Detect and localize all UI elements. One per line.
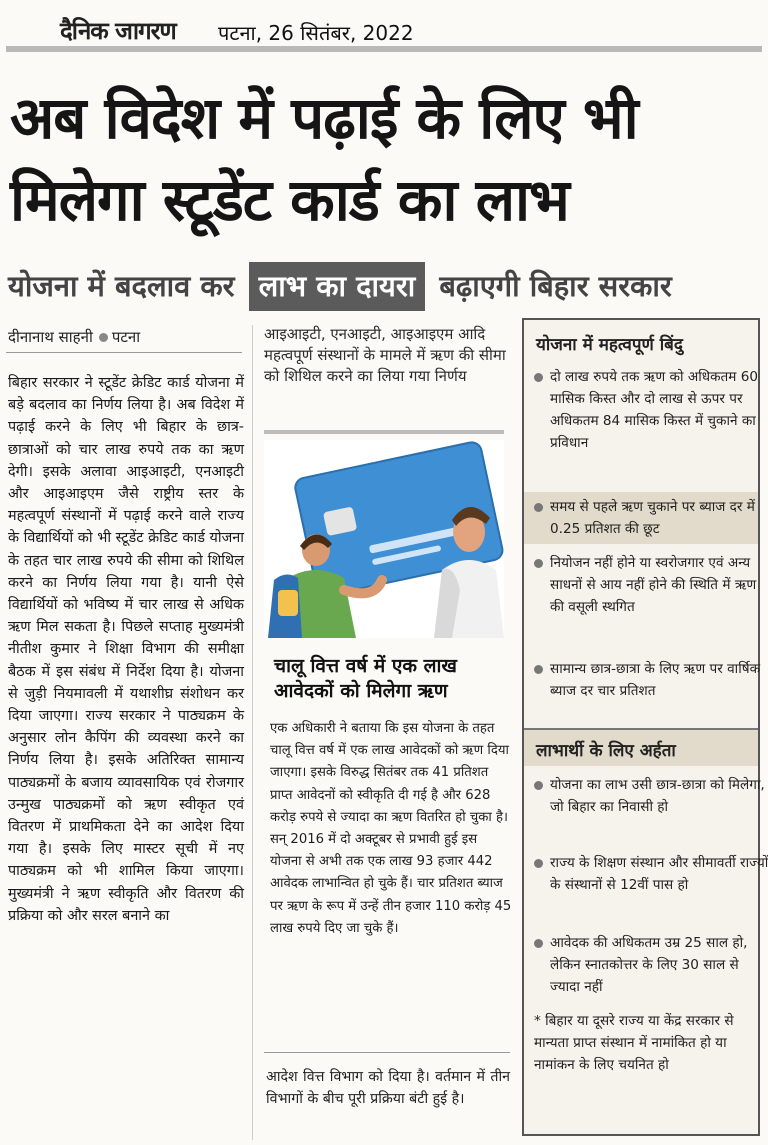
- sidebar-point-text: समय से पहले ऋण चुकाने पर ब्याज दर में 0.25 प्रतिशत की छूट: [550, 499, 755, 537]
- sidebar-point-text: सामान्य छात्र-छात्रा के लिए ऋण पर वार्षिक ब्याज दर चार प्रतिशत: [550, 661, 761, 699]
- middle-section-body: एक अधिकारी ने बताया कि इस योजना के तहत चालू वित्त वर्ष में एक लाख आवेदकों को ऋण दिया जाएगा। इसके विरुद्ध सितंबर तक 41 प्रतिशत प्राप्त आवेदनों को स्वीकृति दी गई है और 628 करोड़ रुपये से ज्यादा का ऋण वितरित हो चुका है। सन् 2016 में दो अक्टूबर से प्रभावी हुई इस योजना से अभी तक एक लाख 93 हजार 442 आवेदक लाभान्वित हो चुके हैं। चार प्रतिशत ब्याज पर ऋण के रूप में उन्हें तीन हजार 110 करोड़ 45 लाख रुपये दिए जा चुके हैं।: [270, 721, 512, 936]
- byline-divider: [6, 352, 242, 353]
- byline-author: दीनानाथ साहनी: [8, 328, 93, 346]
- bullet-icon: [534, 859, 543, 868]
- masthead-divider: [6, 46, 762, 52]
- byline-place: पटना: [111, 328, 141, 346]
- eligibility-text: राज्य के शिक्षण संस्थान और सीमावर्ती राज्यों के संस्थानों से 12वीं पास हो: [550, 855, 768, 893]
- bullet-icon: [534, 939, 543, 948]
- eligibility-text: योजना का लाभ उसी छात्र-छात्रा को मिलेगा, जो बिहार का निवासी हो: [550, 777, 765, 815]
- sidebar-point: [532, 552, 768, 618]
- sidebar-point-text: नियोजन नहीं होने या स्वरोजगार एवं अन्य साधनों से आय नहीं होने की स्थिति में ऋण की वसूली स्थगित: [550, 555, 757, 615]
- student-card-illustration: [264, 440, 504, 638]
- eligibility-item: [532, 852, 768, 896]
- middle-section-heading: चालू वित्त वर्ष में एक लाख आवेदकों को मिलेगा ऋण: [274, 655, 457, 702]
- bullet-icon: [534, 781, 543, 790]
- subheadline-highlight: लाभ का दायरा: [249, 262, 426, 311]
- bullet-icon: [534, 559, 543, 568]
- subheadline-part-1: योजना में बदलाव कर: [8, 269, 235, 303]
- bullet-icon: [534, 503, 543, 512]
- caption-divider: [264, 430, 504, 434]
- middle-divider: [264, 1052, 510, 1053]
- sidebar-box: [522, 318, 768, 1136]
- bullet-icon: [99, 333, 108, 342]
- newspaper-logo: दैनिक जागरण: [60, 16, 176, 45]
- intro-caption: आइआइटी, एनआइटी, आइआइएम आदि महत्वपूर्ण संस्थानों के मामले में ऋण की सीमा को शिथिल करने का लिया गया निर्णय: [264, 325, 506, 385]
- bullet-icon: [534, 665, 543, 674]
- headline-line-1: अब विदेश में पढ़ाई के लिए भी: [10, 84, 638, 152]
- illustration-svg: [264, 440, 504, 638]
- middle-continuation: आदेश वित्त विभाग को दिया है। वर्तमान में तीन विभागों के बीच पूरी प्रक्रिया बंटी हुई है।: [266, 1069, 510, 1107]
- column-divider: [252, 325, 253, 1140]
- article-body-column-1: बिहार सरकार ने स्टूडेंट क्रेडिट कार्ड योजना में बड़े बदलाव का निर्णय लिया है। अब विदेश में पढ़ाई करने के लिए भी बिहार के छात्र-छात्राओं को चार लाख रुपये तक का ऋण देगी। इसके अलावा आइआइटी, एनआइटी और आइआइएम जैसे राष्ट्रीय स्तर के महत्वपूर्ण संस्थानों में पढ़ाई करने वाले राज्य के विद्यार्थियों को भी स्टूडेंट क्रेडिट कार्ड योजना के तहत चार लाख रुपये की सीमा को शिथिल करने का निर्णय लिया गया है। यानी ऐसे विद्यार्थियों को भविष्य में चार लाख से अधिक ऋण मिल सकता है। पिछले सप्ताह मुख्यमंत्री नीतीश कुमार ने शिक्षा विभाग की समीक्षा बैठक में इस संबंध में निर्देश दिया है। योजना से जुड़ी नियमावली में यथाशीघ्र संशोधन कर दिया जाएगा। राज्य सरकार ने पाठ्यक्रम के अनुसार लोन कैपिंग की व्यवस्था करने का निर्णय लिया है। इसके अतिरिक्त सामान्य पाठ्यक्रमों के बजाय व्यावसायिक एवं रोजगार उन्मुख पाठ्यक्रमों को ऋण स्वीकृत एवं वितरण में प्राथमिकता देने का आदेश दिया गया है। इसके लिए मास्टर सूची में नए पाठ्यक्रम को भी शामिल किया जाएगा। मुख्यमंत्री ने ऋण स्वीकृति और वितरण की प्रक्रिया को और सरल बनाने का: [8, 375, 244, 924]
- sidebar-title-eligibility: लाभार्थी के लिए अर्हता: [536, 741, 676, 761]
- sidebar-title-key-points: योजना में महत्वपूर्ण बिंदु: [536, 335, 683, 355]
- eligibility-item: [532, 774, 768, 818]
- headline-line-2: मिलेगा स्टूडेंट कार्ड का लाभ: [10, 166, 569, 234]
- subheadline-part-2: बढ़ाएगी बिहार सरकार: [439, 269, 672, 303]
- eligibility-text: आवेदक की अधिकतम उम्र 25 साल हो, लेकिन स्नातकोत्तर के लिए 30 साल से ज्यादा नहीं: [550, 935, 748, 995]
- byline: [8, 327, 140, 347]
- sidebar-point: [532, 496, 768, 540]
- sidebar-point: [532, 658, 768, 702]
- subheadline: [8, 262, 672, 311]
- dateline: पटना, 26 सितंबर, 2022: [218, 21, 414, 45]
- bullet-icon: [534, 373, 543, 382]
- eligibility-item: [532, 932, 768, 998]
- eligibility-note: * बिहार या दूसरे राज्य या केंद्र सरकार से मान्यता प्राप्त संस्थान में नामांकित हो या नामांकन के लिए चयनित हो: [534, 1013, 734, 1073]
- sidebar-point-text: दो लाख रुपये तक ऋण को अधिकतम 60 मासिक किस्त और दो लाख से ऊपर पर अधिकतम 84 मासिक किस्त में चुकाने का प्रविधान: [550, 369, 759, 451]
- sidebar-point: [532, 366, 768, 454]
